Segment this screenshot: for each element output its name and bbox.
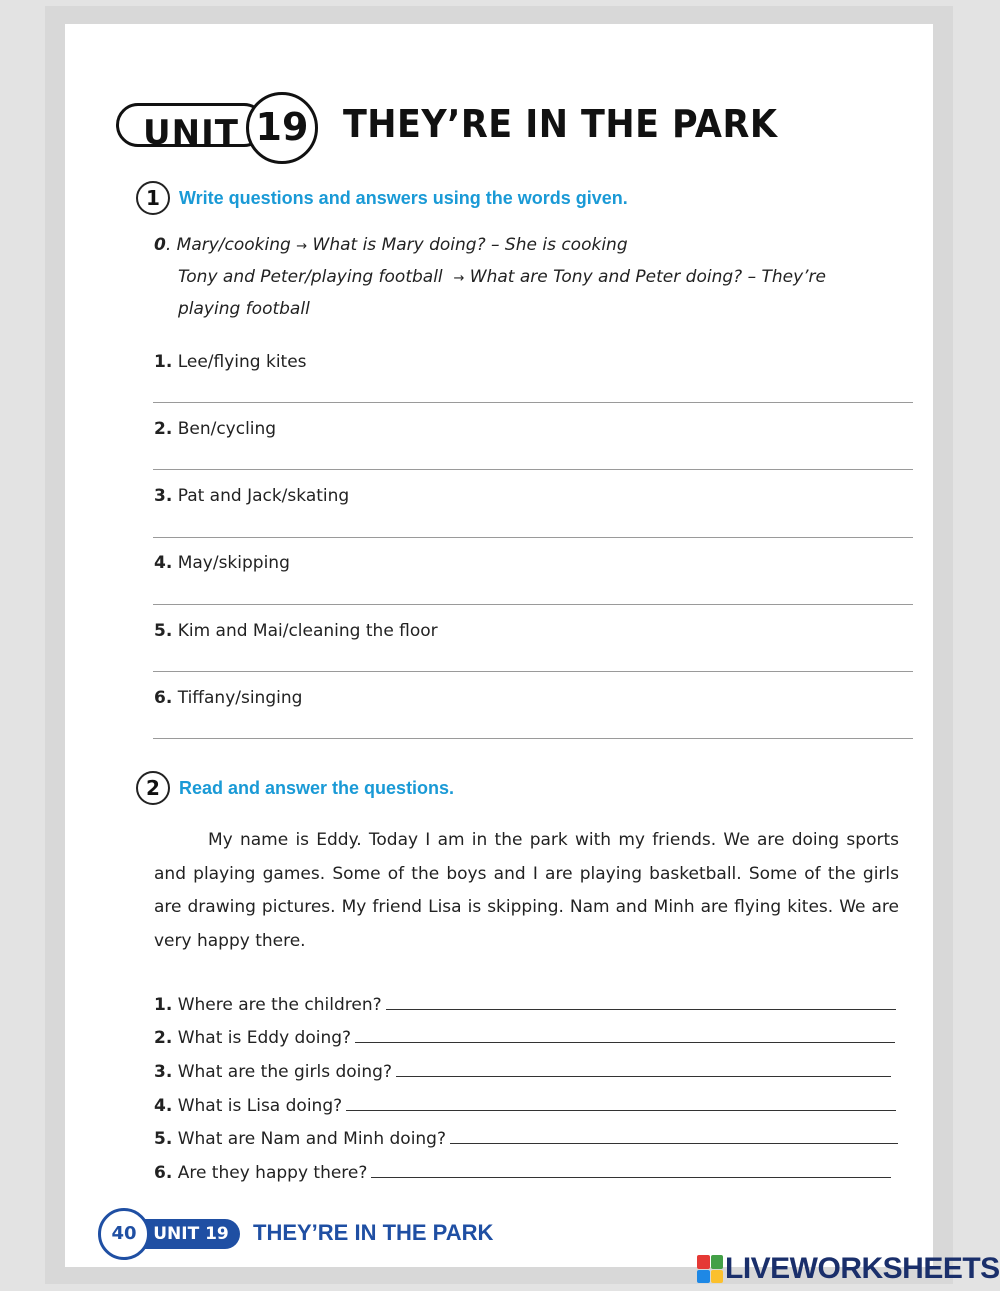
- question-number: 6.: [154, 1163, 173, 1183]
- item-text: Ben/cycling: [177, 419, 277, 439]
- list-item: [154, 352, 307, 372]
- question-row: [154, 1028, 895, 1048]
- example-line-3: playing football: [178, 299, 310, 319]
- question-number: 2.: [154, 1028, 173, 1048]
- brand-logo: [697, 1254, 1000, 1284]
- answer-blank[interactable]: [355, 1028, 895, 1043]
- list-item: [154, 621, 438, 641]
- item-text: Kim and Mai/cleaning the floor: [177, 621, 438, 641]
- item-number: 3.: [154, 486, 173, 506]
- arrow-icon: →: [453, 271, 465, 286]
- exercise-1-instruction: Write questions and answers using the words given.: [179, 188, 628, 208]
- question-row: [154, 1129, 898, 1149]
- unit-label: UNIT: [143, 113, 239, 153]
- answer-line-1[interactable]: [153, 402, 913, 403]
- question-text: What is Eddy doing?: [177, 1028, 352, 1048]
- item-text: Pat and Jack/skating: [177, 486, 350, 506]
- page-title: THEY’RE IN THE PARK: [343, 102, 778, 146]
- list-item: [154, 419, 276, 439]
- question-text: Where are the children?: [177, 995, 382, 1015]
- footer-badge: [98, 1208, 240, 1260]
- answer-line-4[interactable]: [153, 604, 913, 605]
- arrow-icon: →: [296, 239, 308, 254]
- brand-text: LIVEWORKSHEETS: [725, 1252, 1000, 1285]
- item-text: Lee/flying kites: [177, 352, 307, 372]
- item-number: 6.: [154, 688, 173, 708]
- question-row: [154, 1062, 891, 1082]
- question-text: What is Lisa doing?: [177, 1096, 343, 1116]
- footer-unit-tag: UNIT 19: [134, 1219, 240, 1249]
- item-number: 2.: [154, 419, 173, 439]
- list-item: [154, 486, 349, 506]
- answer-line-2[interactable]: [153, 469, 913, 470]
- answer-blank[interactable]: [450, 1129, 898, 1144]
- example-line-2: [178, 267, 826, 287]
- footer-title: THEY’RE IN THE PARK: [253, 1220, 494, 1245]
- question-row: [154, 995, 896, 1015]
- list-item: [154, 688, 302, 708]
- passage-text: My name is Eddy. Today I am in the park with my friends. We are doing sports and playing games. Some of the boys and I are playing basketball. Some of the girls are drawing pictures. My friend Lisa is skipping. Nam and Minh are flying kites. We are very happy there.: [154, 830, 899, 951]
- exercise-2-number: 2: [136, 771, 170, 805]
- list-item: [154, 553, 290, 573]
- example-line-1: [154, 235, 628, 255]
- example-prompt-2: Tony and Peter/playing football: [178, 267, 443, 287]
- unit-number: 19: [255, 105, 309, 149]
- question-text: What are the girls doing?: [177, 1062, 392, 1082]
- question-row: [154, 1096, 896, 1116]
- question-row: [154, 1163, 891, 1183]
- unit-pill: [116, 103, 266, 153]
- answer-line-5[interactable]: [153, 671, 913, 672]
- item-number: 4.: [154, 553, 173, 573]
- unit-badge: [116, 100, 316, 152]
- answer-line-3[interactable]: [153, 537, 913, 538]
- answer-blank[interactable]: [386, 995, 896, 1010]
- answer-blank[interactable]: [346, 1096, 896, 1111]
- page-number: 40: [98, 1208, 150, 1260]
- item-number: 5.: [154, 621, 173, 641]
- answer-line-6[interactable]: [153, 738, 913, 739]
- question-number: 4.: [154, 1096, 173, 1116]
- question-number: 1.: [154, 995, 173, 1015]
- question-number: 3.: [154, 1062, 173, 1082]
- item-text: May/skipping: [177, 553, 290, 573]
- answer-blank[interactable]: [396, 1062, 891, 1077]
- exercise-2-instruction: Read and answer the questions.: [179, 778, 455, 798]
- liveworksheets-icon: [697, 1255, 723, 1283]
- exercise-1-number: 1: [136, 181, 170, 215]
- reading-passage: [154, 824, 899, 958]
- example-answer-1: What is Mary doing? – She is cooking: [312, 235, 628, 255]
- example-answer-2: What are Tony and Peter doing? – They’re: [469, 267, 827, 287]
- question-number: 5.: [154, 1129, 173, 1149]
- answer-blank[interactable]: [371, 1163, 891, 1178]
- item-number: 1.: [154, 352, 173, 372]
- unit-number-circle: [246, 92, 318, 164]
- item-text: Tiffany/singing: [177, 688, 303, 708]
- example-prompt-1: . Mary/cooking: [165, 235, 291, 255]
- question-text: Are they happy there?: [177, 1163, 368, 1183]
- example-number: 0: [154, 235, 166, 255]
- question-text: What are Nam and Minh doing?: [177, 1129, 447, 1149]
